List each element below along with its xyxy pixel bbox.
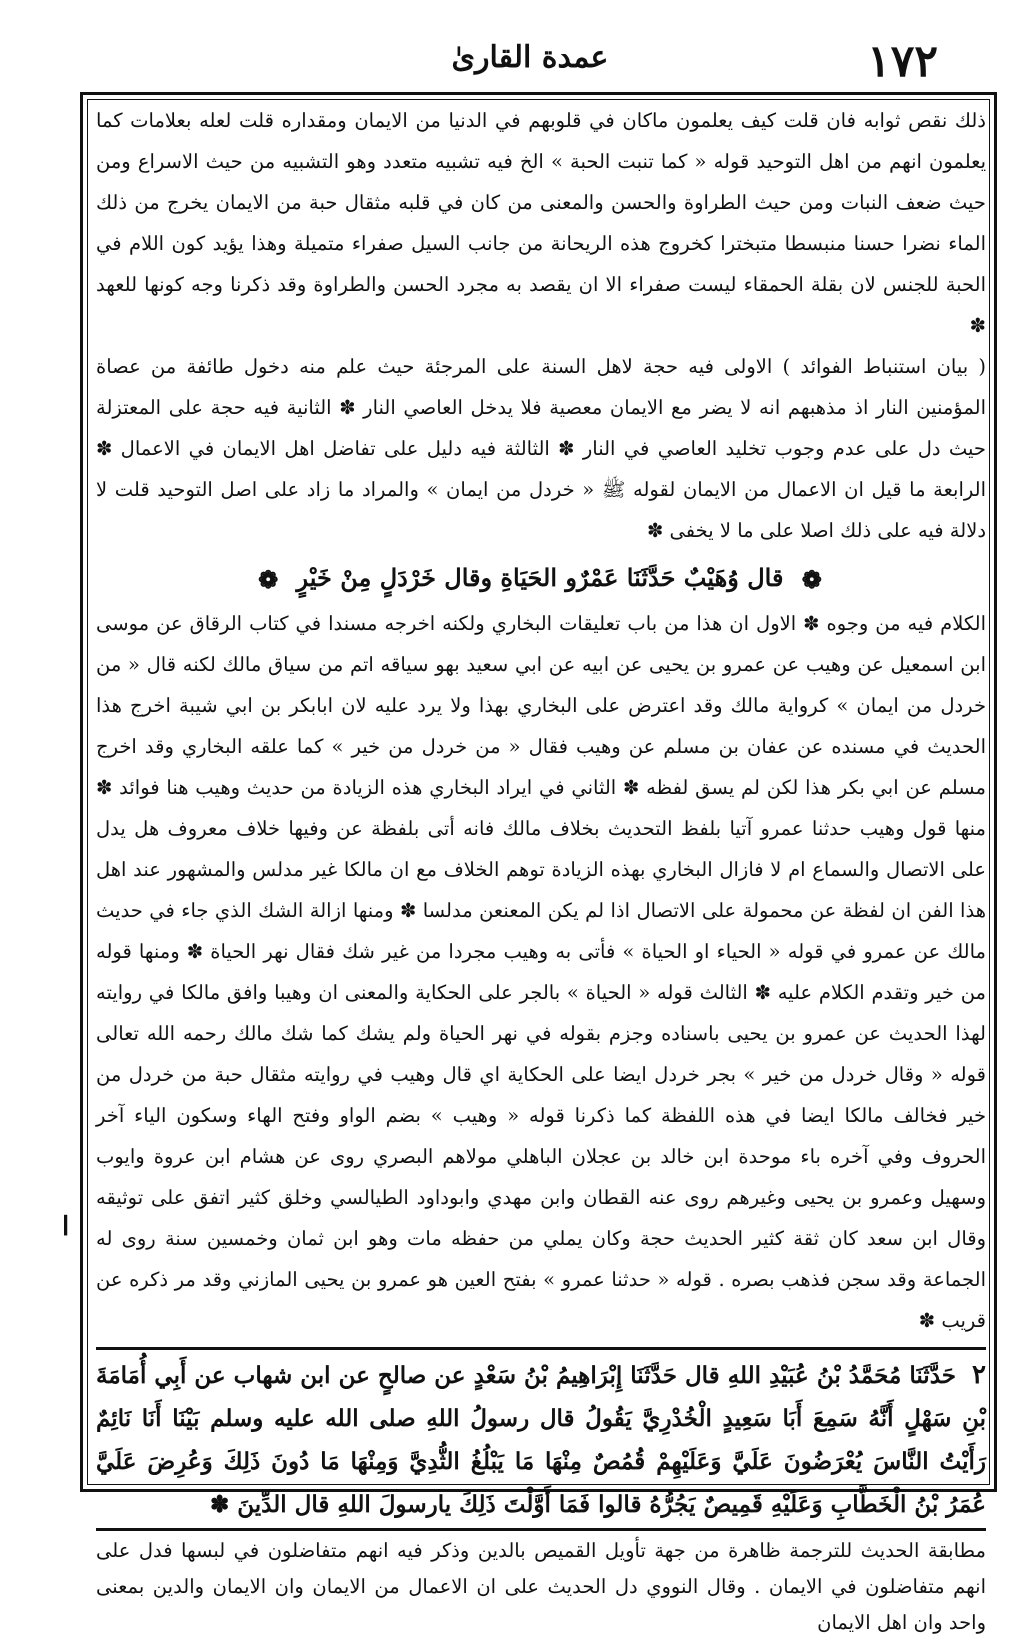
hadith-number: ٢ [972,1360,986,1390]
section-heading [90,553,990,603]
margin-mark: ا [62,1212,70,1242]
paragraph-3-discussion: الكلام فيه من وجوه ✽ الاول ان هذا من باب تعليقات البخاري ولكنه اخرجه مسندا في كتاب الرقاق عن موسى ابن اسمعيل عن وهيب عن عمرو بن يحيى عن ابيه عن ابي سعيد بهو سياقه اتم من سياق مالك لكنه قال « من خردل من ايمان » كرواية مالك وقد اعترض على البخاري بهذا ولا يرد عليه لان ابابكر بن ابي شيبة اخرج هذا الحديث في مسنده عن عفان بن مسلم عن وهيب فقال « من خردل من خير » كما علقه البخاري وقد اخرج مسلم عن ابي بكر هذا لكن لم يسق لفظه ✽ الثاني في ايراد البخاري هذه الزيادة من حديث وهيب هنا فوائد ✽ منها قول وهيب حدثنا عمرو آتيا بلفظ التحديث بخلاف مالك فانه أتى بلفظة عن وفيها خلاف معروف هل يدل على الاتصال والسماع ام لا فازال البخاري بهذه الزيادة توهم الخلاف مع ان مالكا غير مدلس والمشهور عند اهل هذا الفن ان لفظة عن محمولة على الاتصال اذا لم يكن المعنعن مدلسا ✽ ومنها ازالة الشك الذي جاء في حديث مالك عن عمرو في قوله « الحياء او الحياة » فأتى به وهيب مجردا من غير شك فقال نهر الحياة ✽ ومنها قوله من خير وتقدم الكلام عليه ✽ الثالث قوله « الحياة » بالجر على الحكاية والمعنى ان وهيبا وافق مالكا في روايته لهذا الحديث عن عمرو بن يحيى باسناده وجزم بقوله في نهر الحياة ولم يشك كما شك مالك رحمه الله تعالى قوله « وقال خردل من خير » بجر خردل ايضا على الحكاية اي قال وهيب في روايته مثقال حبة من خردل من خير فخالف مالكا ايضا في هذه اللفظة كما ذكرنا قوله « وهيب » بضم الواو وفتح الهاء وسكون الياء آخر الحروف وفي آخره باء موحدة ابن خالد بن عجلان الباهلي مولاهم البصري روى عن هشام ابن عروة وايوب وسهيل وعمرو بن يحيى وغيرهم روى عنه القطان وابن مهدي وابوداود الطيالسي وخلق كثير اتفق على توثيقه وقال ابن سعد كان ثقة كثير الحديث حجة وكان يملي من حفظه مات وهو ابن ثمان وخمسين سنة روى له الجماعة وقد سجن فذهب بصره . قوله « حدثنا عمرو » بفتح العين هو عمرو بن يحيى المازني وقد مر ذكره عن قريب ✽ [96,612,986,1332]
paragraph-2-benefits: ( بيان استنباط الفوائد ) الاولى فيه حجة لاهل السنة على المرجئة حيث علم منه دخول طائفة من عصاة المؤمنين النار اذ مذهبهم انه لا يضر مع الايمان معصية فلا يدخل العاصي النار ✽ الثانية فيه حجة على المعتزلة حيث دل على عدم وجوب تخليد العاصي في النار ✽ الثالثة فيه دليل على تفاضل اهل الايمان في الاعمال ✽ الرابعة ما قيل ان الاعمال من الايمان لقوله ﷺ « خردل من ايمان » والمراد ما زاد على اصل التوحيد قلت لا دلالة فيه على ذلك اصلا على ما لا يخفى ✽ [96,355,986,542]
hadith-block [96,1347,986,1526]
commentary-block: مطابقة الحديث للترجمة ظاهرة من جهة تأويل القميص بالدين وذكر فيه انهم متفاضلون في لبسها فدل على انهم متفاضلون في الايمان . وقال النووي دل الحديث على ان الاعمال من الايمان وان الايمان والدين بمعنى واحد وان اهل الايمان [96,1528,986,1641]
section-heading-text: قال وُهَيْبٌ حَدَّثَنَا عَمْرٌو الحَيَاةِ وقال خَرْدَلٍ مِنْ خَيْرٍ [296,563,784,592]
page-header [60,28,1000,90]
page-number: ١٧٢ [867,36,938,87]
running-title: عمدة القاریٰ [451,40,609,75]
paragraph-1: ذلك نقص ثوابه فان قلت كيف يعلمون ماكان في قلوبهم في الدنيا من الايمان ومقداره قلت لعله بعلامات كما يعلمون انهم من اهل التوحيد قوله « كما تنبت الحبة » الخ فيه تشبيه متعدد وهو التشبيه من حيث الاسراع ومن حيث ضعف النبات ومن حيث الطراوة والحسن والمعنى من كان في قلبه مثقال حبة من الايمان يخرج من ذلك الماء نضرا حسنا منبسطا متبخترا كخروج هذه الريحانة من جانب السيل صفراء متميلة وهذا يؤيد كون اللام في الحبة للجنس لان بقلة الحمقاء ليست صفراء الا ان يقصد به مجرد الحسن والطراوة وقد ذكرنا وجه كونها للعهد ✽ [96,109,986,337]
hadith-text: حَدَّثَنَا مُحَمَّدُ بْنُ عُبَيْدِ اللهِ قال حَدَّثَنَا إِبْرَاهِيمُ بْنُ سَعْدٍ عن صالحٍ عن ابن شهاب عن أَبِي أُمَامَةَ بْنِ سَهْلٍ أَنَّهُ سَمِعَ أَبَا سَعِيدٍ الْخُدْرِيَّ يَقُولُ قال رسولُ اللهِ صلى الله عليه وسلم بَيْنَا أَنَا نَائِمٌ رَأَيْتُ النَّاسَ يُعْرَضُونَ عَلَيَّ وَعَلَيْهِمْ قُمُصٌ مِنْهَا مَا يَبْلُغُ الثُّدِيَّ وَمِنْهَا مَا دُونَ ذَلِكَ وَعُرِضَ عَلَيَّ عُمَرُ بْنُ الْخَطَّابِ وَعَلَيْهِ قَمِيصٌ يَجُرُّهُ قالوا فَمَا أَوَّلْتَ ذَلِكَ يارسولَ اللهِ قال الدِّينَ ✽ [96,1362,986,1518]
ornament-left-icon: ❁ [258,564,279,594]
ornament-right-icon: ❁ [801,564,822,594]
page-body [90,100,990,1641]
